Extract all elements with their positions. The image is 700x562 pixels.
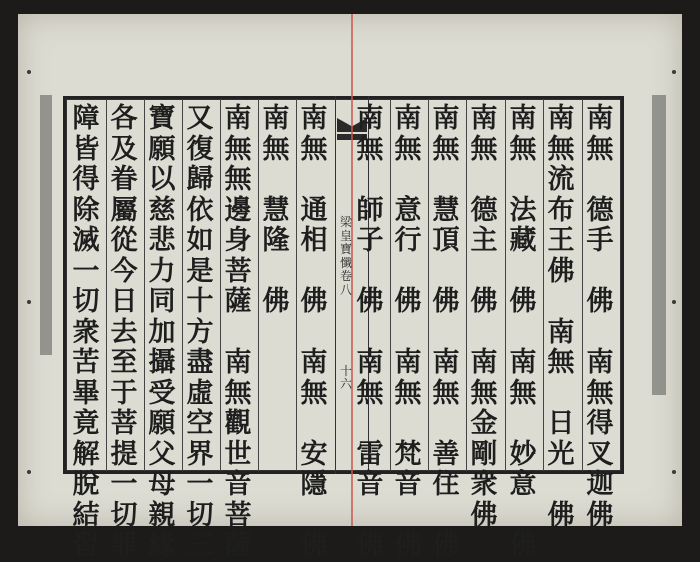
glyph: 依 (186, 194, 214, 226)
glyph: 主 (470, 225, 498, 256)
glyph: 提 (110, 438, 138, 470)
glyph (468, 318, 500, 349)
glyph: 佛 (547, 255, 575, 287)
glyph: 界 (186, 438, 214, 470)
column-rule (466, 99, 467, 471)
glyph (430, 318, 462, 349)
glyph: 德 (586, 194, 614, 226)
glyph: 南 (356, 347, 384, 378)
glyph: 無 (586, 133, 614, 165)
glyph: 世 (224, 438, 252, 470)
spine-glyph: 寶 (340, 242, 353, 256)
glyph (584, 257, 616, 288)
text-column (184, 104, 216, 562)
glyph: 日 (547, 408, 575, 439)
glyph: 竟 (72, 408, 100, 439)
glyph: 除 (72, 194, 100, 226)
glyph: 無 (262, 133, 290, 165)
glyph: 切 (110, 499, 138, 531)
glyph: 法 (509, 194, 537, 226)
glyph: 光 (547, 438, 575, 470)
glyph: 佛 (300, 286, 328, 317)
glyph (545, 287, 577, 318)
column-rule (144, 99, 145, 471)
glyph: 畢 (72, 377, 100, 409)
glyph: 佛 (356, 286, 384, 317)
glyph: 南 (586, 103, 614, 134)
text-column (392, 104, 424, 562)
glyph: 佛 (394, 530, 422, 561)
spine-title (340, 216, 352, 297)
text-column (298, 104, 330, 562)
glyph: 頂 (432, 225, 460, 256)
glyph: 得 (72, 164, 100, 195)
glyph: 隆 (262, 225, 290, 256)
glyph: 音 (356, 469, 384, 500)
glyph: 苦 (72, 347, 100, 378)
glyph: 南 (262, 103, 290, 134)
column-rule (390, 99, 391, 471)
glyph: 意 (509, 469, 537, 500)
column-rule (505, 99, 506, 471)
glyph: 王 (547, 225, 575, 256)
glyph: 佛 (470, 286, 498, 317)
glyph: 滅 (72, 225, 100, 256)
glyph: 屬 (110, 194, 138, 226)
spine-glyph: 八 (340, 282, 353, 297)
glyph: 南 (300, 347, 328, 378)
glyph: 安 (300, 438, 328, 470)
glyph (507, 318, 539, 349)
column-rule (296, 99, 297, 471)
glyph: 無 (224, 133, 252, 165)
glyph: 佛 (586, 286, 614, 317)
glyph (507, 257, 539, 288)
spine-page-glyph: 六 (340, 377, 353, 391)
glyph: 相 (300, 225, 328, 256)
text-column (545, 104, 577, 531)
glyph: 無 (300, 133, 328, 165)
glyph: 雷 (356, 438, 384, 470)
glyph: 切 (186, 499, 214, 531)
glyph (354, 501, 386, 532)
glyph: 皆 (72, 133, 100, 165)
glyph: 三 (186, 530, 214, 561)
glyph: 無 (224, 164, 252, 195)
glyph: 無 (470, 377, 498, 409)
glyph: 南 (432, 103, 460, 134)
glyph: 緣 (148, 530, 176, 561)
glyph: 至 (110, 347, 138, 378)
glyph (298, 257, 330, 288)
glyph (468, 165, 500, 196)
glyph (430, 501, 462, 532)
spine-glyph: 梁 (340, 215, 353, 229)
glyph (392, 501, 424, 532)
binding-hole (27, 470, 31, 474)
glyph: 是 (186, 255, 214, 287)
glyph: 善 (432, 438, 460, 470)
spine-glyph: 懺 (340, 255, 353, 270)
text-column (584, 104, 616, 531)
glyph: 南 (509, 103, 537, 134)
glyph: 南 (356, 103, 384, 134)
glyph: 一 (72, 255, 100, 287)
glyph: 無 (224, 377, 252, 409)
glyph: 行 (394, 225, 422, 256)
glyph: 南 (470, 347, 498, 378)
glyph (298, 165, 330, 196)
glyph: 無 (547, 133, 575, 165)
glyph: 佛 (470, 499, 498, 531)
spine-page-glyph: 十 (340, 364, 353, 378)
glyph: 親 (148, 499, 176, 531)
glyph: 得 (586, 408, 614, 439)
glyph (507, 501, 539, 532)
glyph: 南 (586, 347, 614, 378)
glyph: 障 (72, 103, 100, 134)
glyph: 無 (547, 347, 575, 378)
glyph: 罪 (110, 530, 138, 561)
glyph: 悲 (148, 225, 176, 256)
glyph (584, 165, 616, 196)
text-column (260, 104, 292, 318)
right-edge-stain (652, 95, 666, 395)
glyph (507, 165, 539, 196)
glyph: 寶 (148, 103, 176, 134)
glyph (392, 318, 424, 349)
glyph (430, 409, 462, 440)
glyph: 南 (547, 316, 575, 348)
glyph: 剛 (470, 438, 498, 470)
glyph: 邊 (224, 194, 252, 226)
glyph: 無 (300, 377, 328, 409)
glyph: 妙 (509, 438, 537, 470)
glyph: 一 (110, 469, 138, 500)
glyph: 南 (470, 103, 498, 134)
glyph: 無 (356, 377, 384, 409)
glyph: 從 (110, 225, 138, 256)
binding-hole (672, 470, 676, 474)
text-column (108, 104, 140, 562)
glyph: 歸 (186, 164, 214, 195)
glyph: 手 (586, 225, 614, 256)
glyph: 無 (432, 133, 460, 165)
binding-hole (27, 70, 31, 74)
glyph: 無 (586, 377, 614, 409)
glyph (545, 379, 577, 410)
glyph: 結 (72, 499, 100, 531)
glyph: 切 (72, 286, 100, 317)
binding-hole (27, 300, 31, 304)
glyph: 去 (110, 316, 138, 348)
glyph: 慈 (148, 194, 176, 226)
text-column (430, 104, 462, 562)
glyph: 薩 (224, 530, 252, 561)
glyph: 各 (110, 103, 138, 134)
glyph (430, 257, 462, 288)
glyph: 同 (148, 286, 176, 317)
glyph: 佛 (547, 499, 575, 531)
glyph: 慧 (432, 194, 460, 226)
glyph: 菩 (224, 499, 252, 531)
glyph: 意 (394, 194, 422, 226)
glyph: 無 (470, 133, 498, 165)
glyph (354, 409, 386, 440)
glyph: 十 (186, 286, 214, 317)
glyph: 南 (300, 103, 328, 134)
glyph: 如 (186, 225, 214, 256)
glyph: 薩 (224, 286, 252, 317)
glyph (354, 165, 386, 196)
glyph: 佛 (432, 286, 460, 317)
glyph (298, 409, 330, 440)
glyph: 德 (470, 194, 498, 226)
glyph: 音 (224, 469, 252, 500)
glyph: 布 (547, 194, 575, 226)
glyph: 南 (394, 103, 422, 134)
glyph (392, 165, 424, 196)
glyph: 子 (356, 225, 384, 256)
glyph: 南 (509, 347, 537, 378)
glyph: 無 (432, 377, 460, 409)
left-edge-stain (40, 95, 52, 355)
text-column (222, 104, 254, 562)
glyph: 及 (110, 133, 138, 165)
glyph: 衆 (470, 469, 498, 500)
glyph: 菩 (224, 255, 252, 287)
glyph: 師 (356, 194, 384, 226)
column-rule (220, 99, 221, 471)
glyph: 佛 (262, 286, 290, 317)
glyph: 慧 (262, 194, 290, 226)
glyph: 願 (148, 133, 176, 165)
binding-hole (672, 70, 676, 74)
glyph (392, 257, 424, 288)
glyph: 流 (547, 164, 575, 195)
glyph: 願 (148, 408, 176, 439)
glyph: 無 (394, 377, 422, 409)
glyph (222, 318, 254, 349)
column-rule (258, 99, 259, 471)
glyph: 藏 (509, 225, 537, 256)
glyph: 虛 (186, 377, 214, 409)
glyph: 于 (110, 377, 138, 409)
column-rule (106, 99, 107, 471)
glyph: 佛 (356, 530, 384, 561)
glyph: 今 (110, 255, 138, 287)
glyph: 復 (186, 133, 214, 165)
glyph: 住 (432, 469, 460, 500)
glyph: 叉 (586, 438, 614, 470)
glyph: 空 (186, 408, 214, 439)
glyph: 習 (72, 530, 100, 561)
glyph: 南 (224, 347, 252, 378)
glyph: 又 (186, 103, 214, 134)
text-column (468, 104, 500, 531)
glyph: 脫 (72, 469, 100, 500)
column-rule (428, 99, 429, 471)
glyph (298, 501, 330, 532)
glyph (392, 409, 424, 440)
glyph: 南 (394, 347, 422, 378)
glyph: 日 (110, 286, 138, 317)
glyph: 力 (148, 255, 176, 287)
glyph: 無 (509, 133, 537, 165)
text-column (354, 104, 386, 562)
glyph: 眷 (110, 164, 138, 195)
text-column (70, 104, 102, 562)
glyph (354, 257, 386, 288)
glyph: 無 (356, 133, 384, 165)
text-column (146, 104, 178, 562)
glyph: 南 (224, 103, 252, 134)
glyph (430, 165, 462, 196)
glyph: 佛 (509, 530, 537, 561)
glyph: 一 (186, 469, 214, 500)
glyph: 梵 (394, 438, 422, 470)
glyph: 南 (547, 103, 575, 134)
glyph: 佛 (394, 286, 422, 317)
spine-page-number (340, 365, 352, 391)
glyph: 受 (148, 377, 176, 409)
glyph: 父 (148, 438, 176, 470)
glyph (298, 318, 330, 349)
column-rule (582, 99, 583, 471)
glyph: 身 (224, 225, 252, 256)
glyph (468, 257, 500, 288)
glyph: 加 (148, 316, 176, 348)
glyph: 解 (72, 438, 100, 470)
glyph: 以 (148, 164, 176, 195)
spine-glyph: 皇 (340, 228, 353, 243)
glyph (260, 257, 292, 288)
glyph: 母 (148, 469, 176, 500)
column-rule (543, 99, 544, 471)
glyph: 迦 (586, 469, 614, 500)
glyph: 攝 (148, 347, 176, 378)
glyph: 佛 (509, 286, 537, 317)
glyph: 觀 (224, 408, 252, 439)
column-rule (182, 99, 183, 471)
glyph: 菩 (110, 408, 138, 439)
spine-glyph: 卷 (340, 269, 353, 283)
glyph (545, 470, 577, 501)
glyph (584, 318, 616, 349)
glyph: 金 (470, 408, 498, 439)
glyph: 方 (186, 316, 214, 348)
glyph: 南 (432, 347, 460, 378)
glyph: 通 (300, 194, 328, 226)
glyph: 佛 (300, 530, 328, 561)
glyph: 佛 (586, 499, 614, 531)
glyph (354, 318, 386, 349)
glyph (507, 409, 539, 440)
glyph: 衆 (72, 316, 100, 348)
binding-hole (672, 300, 676, 304)
glyph: 無 (394, 133, 422, 165)
glyph: 音 (394, 469, 422, 500)
glyph: 無 (509, 377, 537, 409)
glyph (260, 165, 292, 196)
glyph: 佛 (432, 530, 460, 561)
text-column (507, 104, 539, 562)
glyph: 盡 (186, 347, 214, 378)
glyph: 隱 (300, 469, 328, 500)
